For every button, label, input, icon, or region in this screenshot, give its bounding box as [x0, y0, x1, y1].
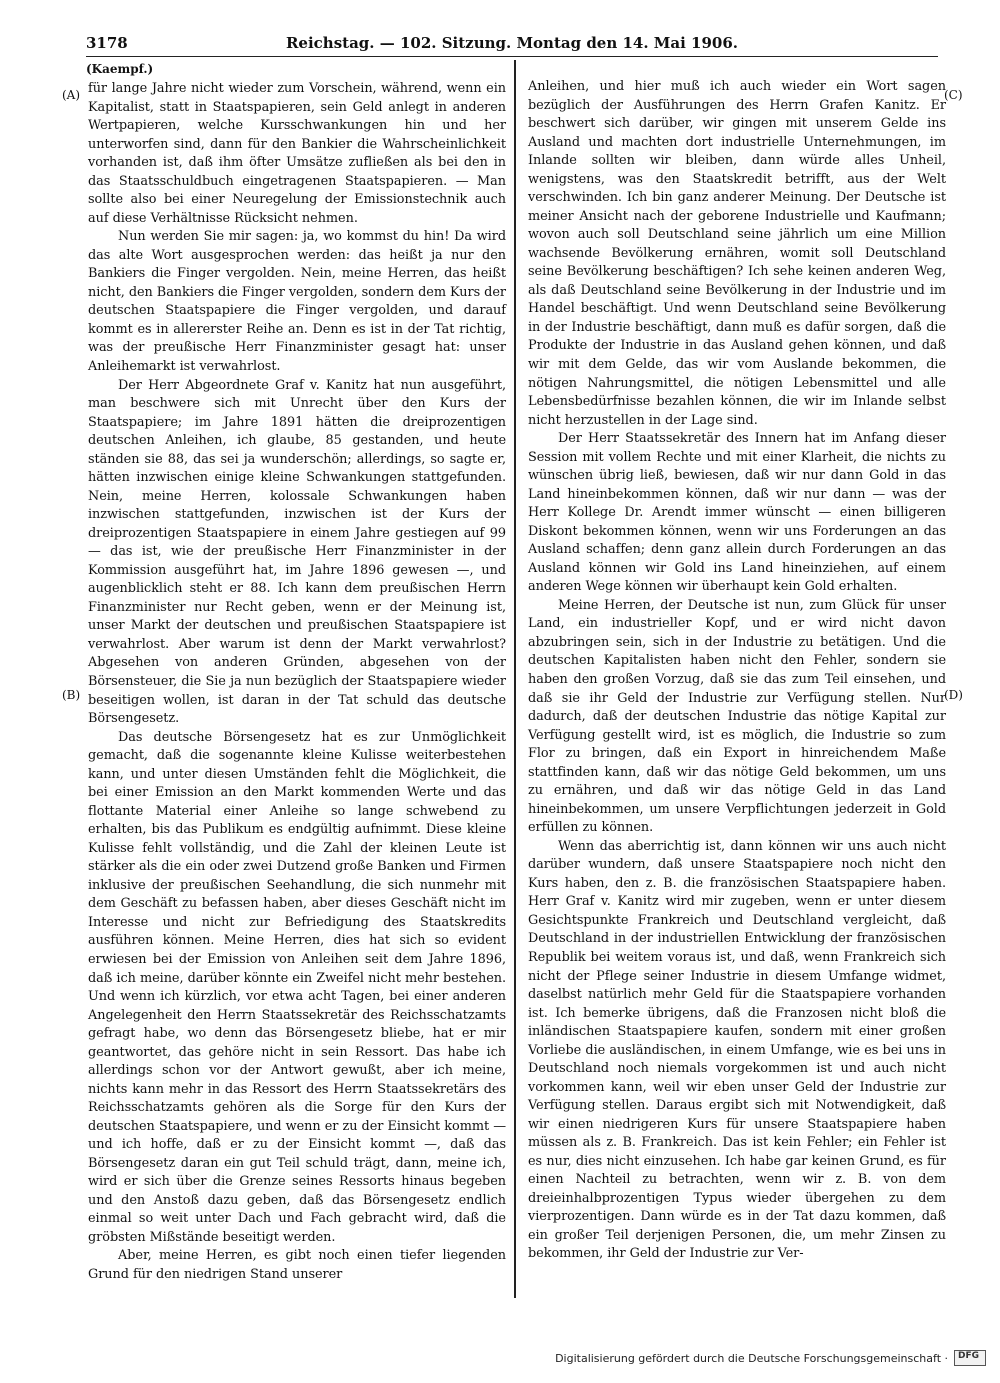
paragraph: Nun werden Sie mir sagen: ja, wo kommst du hin! Da wird das alte Wort ausgesprochen werden: das heißt ja nur den Bankiers die Finger vergolden. Nein, meine Herren, das heißt nicht, den Bankiers die Finger vergolden, sondern dem Kurs der deutschen Staatspapiere die Finger vergolden, und darauf kommt es in allererster Reihe an. Denn es ist in der Tat richtig, was der preußische Herr Finanzminister gesagt hat: unser Anleihemarkt ist verwahrlost. — [88, 229, 506, 374]
page-header — [86, 30, 938, 57]
right-column — [528, 78, 946, 1264]
margin-marker-c: (C) — [944, 88, 963, 102]
dfg-logo-text: DFG — [958, 1351, 980, 1361]
paragraph: Der Herr Abgeordnete Graf v. Kanitz hat nun ausgeführt, man beschwere sich mit Unrecht über den Kurs der Staatspapiere; im Jahre 1891 hätten die dreiprozentigen deutschen Anleihen, ich glaube, 85 gestanden, und heute ständen sie 88, das sei ja wunderschön; allerdings, so sagte er, hätten inzwischen einige kleine Schwankungen stattgefunden. Nein, meine Herren, kolossale Schwankungen haben inzwischen stattgefunden, inzwischen ist der Kurs der dreiprozentigen Staatspapiere in einem Jahre gestiegen auf 99 — das ist, wie der preußische Herr Finanzminister in der Kommission ausgeführt hat, im Jahre 1896 gewesen —, und augenblicklich steht er 88. Ich kann dem preußischen Herrn Finanzminister nur Recht geben, wenn er der Meinung ist, unser Markt der deutschen und preußischen Staatspapiere ist verwahrlost. Aber warum ist denn der Markt verwahrlost? Abgesehen von anderen Gründen, abgesehen von der Börsensteuer, die Sie ja nun bezüglich der Staatspapiere wieder beseitigen wollen, ist daran in der Tat schuld das deutsche Börsengesetz. — [88, 377, 506, 727]
margin-marker-a: (A) — [62, 88, 81, 102]
digitization-credit — [555, 1349, 986, 1367]
paragraph: Meine Herren, der Deutsche ist nun, zum Glück für unser Land, ein industrieller Kopf, und er wird nicht davon abzubringen sein, sich in der Industrie zu betätigen. Und die deutschen Kapitalisten haben nicht den Fehler, sondern sie haben den großen Vorzug, daß sie das zum Teil einsehen, und daß sie ihr Geld der Industrie zur Verfügung stellen. Nur dadurch, daß der deutschen Industrie das nötige Kapital zur Verfügung gestellt wird, ist es möglich, die Industrie so zum Flor zu bringen, daß ein Export in hinreichendem Maße stattfinden kann, daß wir das nötige Geld bekommen, um uns zu ernähren, und daß wir das nötige Geld in das Land hineinbekommen, um unsere Verpflichtungen jederzeit in Gold erfüllen zu können. — [528, 597, 946, 836]
page-number: 3178 — [86, 34, 128, 52]
margin-marker-b: (B) — [62, 688, 81, 702]
paragraph: Aber, meine Herren, es gibt noch einen tiefer liegenden Grund für den niedrigen Stand unserer — [88, 1248, 506, 1282]
paragraph: Der Herr Staatssekretär des Innern hat im Anfang dieser Session mit vollem Rechte und mit einer Klarheit, die nichts zu wünschen übrig ließ, bewiesen, daß wir nur dann Gold in das Land hineinbekommen können, daß wir nur dann — was der Herr Kollege Dr. Arendt immer wünscht — einen billigeren Diskont bekommen können, wenn wir uns Forderungen an das Ausland schaffen; denn ganz allein durch Forderungen an das Ausland können wir Gold ins Land hineinziehen, auf einem anderen Wege können wir überhaupt kein Gold erhalten. — [528, 431, 946, 595]
credit-text: Digitalisierung gefördert durch die Deutsche Forschungsgemeinschaft · — [555, 1351, 948, 1365]
running-title: Reichstag. — 102. Sitzung. Montag den 14. Mai 1906. — [285, 34, 739, 52]
paragraph: für lange Jahre nicht wieder zum Vorschein, während, wenn ein Kapitalist, statt in Staatspapieren, sein Geld anlegt in anderen Wertpapieren, welche Kursschwankungen hin und her unterworfen sind, dann für den Bankier die Wahrscheinlichkeit vorhanden ist, daß ihm öfter Umsätze zufließen als bei den in das Staatsschuldbuch eingetragenen Staatspapieren. — Man sollte also bei einer Neuregelung der Emissionstechnik auch auf diese Verhältnisse Rücksicht nehmen. — [88, 81, 506, 226]
column-divider — [514, 60, 516, 1298]
paragraph: Das deutsche Börsengesetz hat es zur Unmöglichkeit gemacht, daß die sogenannte kleine Kulisse weiterbestehen kann, und unter diesen Umständen fehlt die Möglichkeit, die bei einer Emission an den Markt kommenden Werte und das flottante Material einer Anleihe so lange schwebend zu erhalten, bis das Publikum es endgültig aufnimmt. Diese kleine Kulisse fehlt vollständig, und die Zahl der kleinen Leute ist stärker als die ein oder zwei Dutzend große Banken und Firmen inklusive der preußischen Seehandlung, die sich nunmehr mit dem Geschäft zu befassen haben, aber dieses Geschäft nicht im Interesse und nicht zur Befriedigung des Staatskredits ausführen können. Meine Herren, dies hat sich so evident erwiesen bei der Emission von Anleihen seit dem Jahre 1896, daß ich meine, darüber könnte ein Zweifel nicht mehr bestehen. Und wenn ich kürzlich, vor etwa acht Tagen, bei einer anderen Angelegenheit den Herrn Staatssekretär des Reichsschatzamts gefragt habe, wo denn das Börsengesetz bliebe, hat er mir geantwortet, das gehöre nicht in sein Ressort. Das habe ich allerdings schon vor der Antwort gewußt, aber ich meine, nichts kann mehr in das Ressort des Herrn Staatssekretärs des Reichsschatzamts gehören als die Sorge für den Kurs der deutschen Staatspapiere, und wenn er zu der Einsicht kommt — und ich hoffe, daß er zu der Einsicht kommt —, daß das Börsengesetz daran ein gut Teil schuld trägt, dann, meine ich, wird er sich über die Grenze seines Ressorts hinaus begeben und den Anstoß dazu geben, daß das Börsengesetz endlich einmal so weit unter Dach und Fach gebracht wird, daß die gröbsten Mißstände beseitigt werden. — [88, 729, 506, 1245]
margin-marker-d: (D) — [944, 688, 963, 702]
dfg-logo-icon — [954, 1350, 986, 1366]
paragraph: Wenn das aberrichtig ist, dann können wir uns auch nicht darüber wundern, daß unsere Staatspapiere noch nicht den Kurs haben, den z. B. die französischen Staatspapiere haben. Herr Graf v. Kanitz wird mir zugeben, wenn er unter diesem Gesichtspunkte Frankreich und Deutschland vergleicht, daß Deutschland in der industriellen Entwicklung der französischen Republik bei weitem voraus ist, und daß, wenn Frankreich sich nicht der Pflege seiner Industrie in diesem Umfange widmet, daselbst natürlich mehr Geld für die Staatspapiere vorhanden ist. Ich bemerke übrigens, daß die Franzosen nicht bloß die inländischen Staatspapiere kaufen, sondern mit einer großen Vorliebe die ausländischen, in einem Umfange, wie es bei uns in Deutschland noch niemals vorgekommen ist und auch nicht vorkommen kann, weil wir eben unser Geld der Industrie zur Verfügung stellen. Daraus ergibt sich mit Notwendigkeit, daß wir einen niedrigeren Kurs für unsere Staatspapiere haben müssen als z. B. Frankreich. Das ist kein Fehler; ein Fehler ist es nur, dies nicht einzusehen. Ich habe gar keinen Grund, es für einen Nachteil zu betrachten, wenn wir z. B. von dem dreieinhalbprozentigen Typus wieder übergehen zu dem vierprozentigen. Dann würde es in der Tat dazu kommen, daß ein großer Teil derjenigen Personen, die, um mehr Zinsen zu bekommen, ihr Geld der Industrie zur Ver- — [528, 838, 946, 1262]
speaker-label: (Kaempf.) — [86, 62, 154, 76]
paragraph: Anleihen, und hier muß ich auch wieder ein Wort sagen bezüglich der Ausführungen des Herrn Grafen Kanitz. Er beschwert sich darüber, wir gingen mit unserem Gelde ins Ausland und machten dort industrielle Unternehmungen, im Inlande sollten wir bleiben, dann würde alles Unheil, wenigstens, was den Staatskredit betrifft, aus der Welt verschwinden. Ich bin ganz anderer Meinung. Der Deutsche ist meiner Ansicht nach der geborene Industrielle und Kaufmann; wovon auch soll Deutschland seine jährlich um eine Million wachsende Bevölkerung ernähren, womit soll Deutschland seine Bevölkerung beschäftigen? Ich sehe keinen anderen Weg, als daß Deutschland seine Bevölkerung in der Industrie und im Handel beschäftigt. Und wenn Deutschland seine Bevölkerung in der Industrie beschäftigt, dann muß es dafür sorgen, daß die Produkte der Industrie in das Ausland gehen können, und daß wir mit dem Gelde, das wir vom Auslande bekommen, die nötigen Nahrungsmittel, die nötigen Lebensmittel und alle Lebensbedürfnisse bezahlen können, die wir im Inlande selbst nicht herzustellen in der Lage sind. — [528, 79, 946, 428]
left-column — [88, 80, 506, 1285]
